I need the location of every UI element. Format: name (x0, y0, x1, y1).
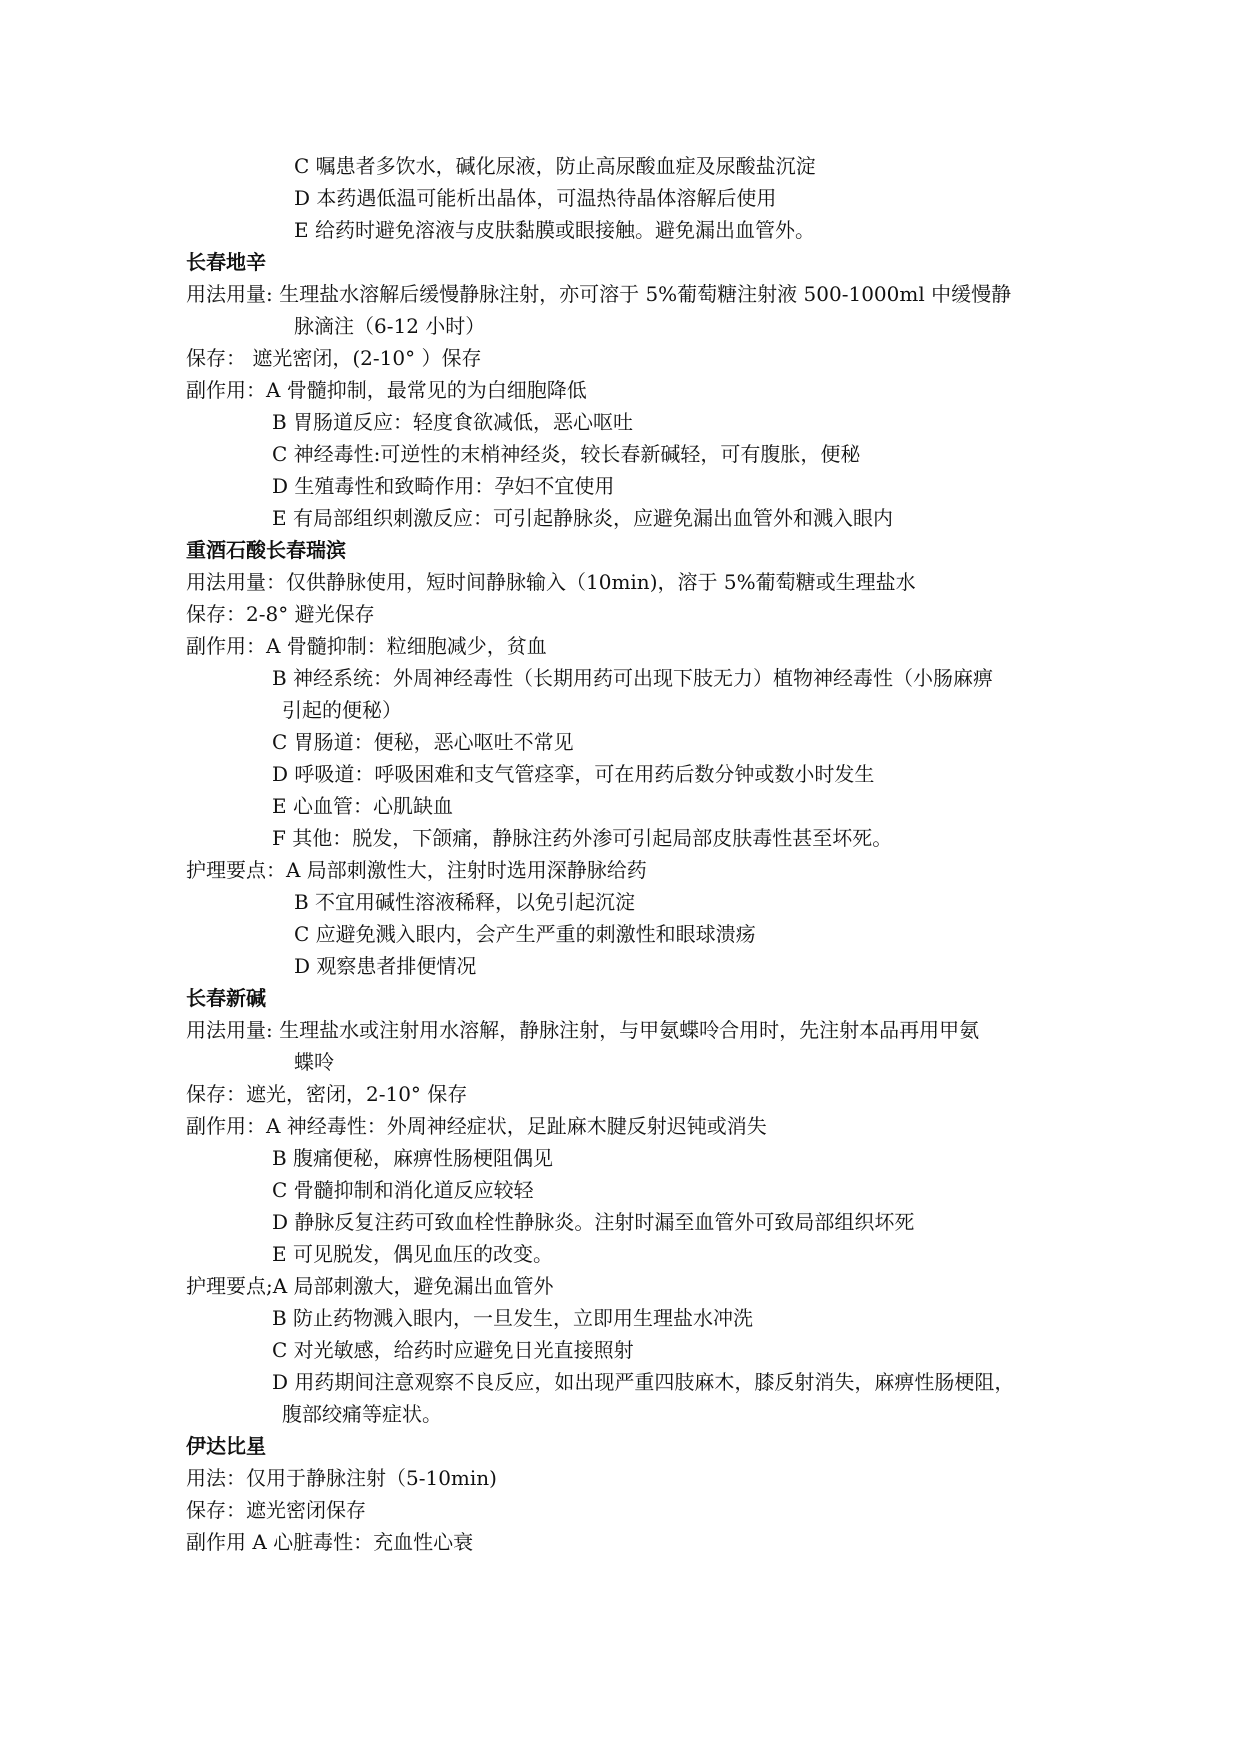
text-line: 保存：遮光密闭保存 (186, 1498, 366, 1522)
text-line: C 应避免溅入眼内，会产生严重的刺激性和眼球溃疡 (294, 922, 756, 946)
text-line: 用法用量：仅供静脉使用，短时间静脉输入（10min)，溶于 5%葡萄糖或生理盐水 (186, 570, 916, 594)
text-line: 用法：仅用于静脉注射（5-10min) (186, 1466, 497, 1490)
text-line: 引起的便秘） (282, 698, 402, 722)
section-heading: 长春新碱 (186, 986, 266, 1010)
text-line: C 神经毒性:可逆性的末梢神经炎，较长春新碱轻，可有腹胀，便秘 (272, 442, 861, 466)
text-line: E 心血管：心肌缺血 (272, 794, 453, 818)
text-line: 脉滴注（6-12 小时） (294, 314, 486, 338)
text-line: 副作用：A 神经毒性：外周神经症状，足趾麻木腱反射迟钝或消失 (186, 1114, 767, 1138)
section-heading: 伊达比星 (186, 1434, 266, 1458)
text-line: D 观察患者排便情况 (294, 954, 477, 978)
text-line: 副作用 A 心脏毒性：充血性心衰 (186, 1530, 474, 1554)
section-heading: 长春地辛 (186, 250, 266, 274)
text-line: C 嘱患者多饮水，碱化尿液，防止高尿酸血症及尿酸盐沉淀 (294, 154, 816, 178)
text-line: 蝶呤 (294, 1050, 334, 1074)
section-heading: 重酒石酸长春瑞滨 (186, 538, 346, 562)
text-line: 保存：遮光，密闭，2-10° 保存 (186, 1082, 468, 1106)
text-line: B 不宜用碱性溶液稀释，以免引起沉淀 (294, 890, 636, 914)
text-line: E 有局部组织刺激反应：可引起静脉炎，应避免漏出血管外和溅入眼内 (272, 506, 893, 530)
text-line: C 骨髓抑制和消化道反应较轻 (272, 1178, 534, 1202)
text-line: 保存：2-8° 避光保存 (186, 602, 375, 626)
text-line: B 腹痛便秘，麻痹性肠梗阻偶见 (272, 1146, 554, 1170)
text-line: D 生殖毒性和致畸作用：孕妇不宜使用 (272, 474, 615, 498)
text-line: E 给药时避免溶液与皮肤黏膜或眼接触。避免漏出血管外。 (294, 218, 815, 242)
text-line: 副作用：A 骨髓抑制：粒细胞减少，贫血 (186, 634, 547, 658)
text-line: D 用药期间注意观察不良反应，如出现严重四肢麻木，膝反射消失，麻痹性肠梗阻， (272, 1370, 1015, 1394)
text-line: B 神经系统：外周神经毒性（长期用药可出现下肢无力）植物神经毒性（小肠麻痹 (272, 666, 994, 690)
text-line: 用法用量: 生理盐水或注射用水溶解，静脉注射，与甲氨蝶呤合用时，先注射本品再用甲氨 (186, 1018, 980, 1042)
text-line: C 胃肠道：便秘，恶心呕吐不常见 (272, 730, 574, 754)
text-line: D 静脉反复注药可致血栓性静脉炎。注射时漏至血管外可致局部组织坏死 (272, 1210, 915, 1234)
text-line: E 可见脱发，偶见血压的改变。 (272, 1242, 553, 1266)
text-line: 护理要点：A 局部刺激性大，注射时选用深静脉给药 (186, 858, 647, 882)
text-line: F 其他：脱发，下颌痛，静脉注药外渗可引起局部皮肤毒性甚至坏死。 (272, 826, 893, 850)
text-line: 保存： 遮光密闭，(2-10° ）保存 (186, 346, 482, 370)
text-line: 副作用：A 骨髓抑制，最常见的为白细胞降低 (186, 378, 587, 402)
text-line: 用法用量: 生理盐水溶解后缓慢静脉注射，亦可溶于 5%葡萄糖注射液 500-1000ml 中缓慢静 (186, 282, 1012, 306)
text-line: 护理要点;A 局部刺激大，避免漏出血管外 (186, 1274, 554, 1298)
text-line: D 呼吸道：呼吸困难和支气管痉挛，可在用药后数分钟或数小时发生 (272, 762, 875, 786)
text-line: C 对光敏感，给药时应避免日光直接照射 (272, 1338, 634, 1362)
text-line: 腹部绞痛等症状。 (282, 1402, 442, 1426)
text-line: B 防止药物溅入眼内，一旦发生，立即用生理盐水冲洗 (272, 1306, 754, 1330)
text-line: B 胃肠道反应：轻度食欲减低，恶心呕吐 (272, 410, 634, 434)
text-line: D 本药遇低温可能析出晶体，可温热待晶体溶解后使用 (294, 186, 777, 210)
